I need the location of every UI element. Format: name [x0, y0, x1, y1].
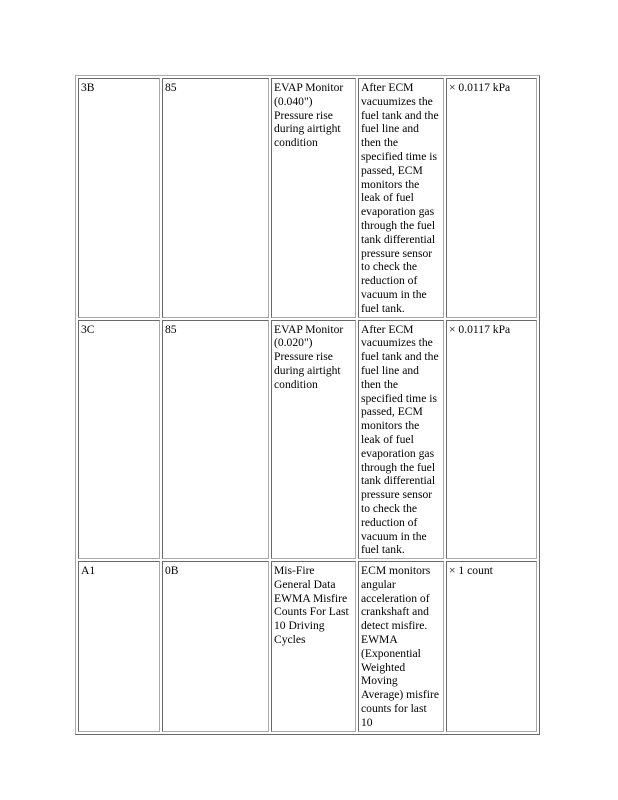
unit-cell: × 0.0117 kPa	[446, 78, 537, 318]
data-table	[75, 75, 540, 735]
table-row	[78, 320, 537, 560]
description-cell: EVAP Monitor (0.040") Pressure rise during airtight condition	[271, 78, 356, 318]
tid-cell: 3C	[78, 320, 160, 560]
cid-cell: 85	[162, 320, 269, 560]
unit-cell: × 0.0117 kPa	[446, 320, 537, 560]
cid-cell: 85	[162, 78, 269, 318]
explanation-cell: After ECM vacuumizes the fuel tank and the fuel line and then the specified time is passed, ECM monitors the leak of fuel evaporation gas through the fuel tank differential pressure sensor to check the reduction of vacuum in the fuel tank.	[358, 320, 444, 560]
table-row	[78, 78, 537, 318]
description-cell: EVAP Monitor (0.020") Pressure rise during airtight condition	[271, 320, 356, 560]
table-row	[78, 561, 537, 732]
description-cell: Mis-Fire General Data EWMA Misfire Counts For Last 10 Driving Cycles	[271, 561, 356, 732]
cid-cell: 0B	[162, 561, 269, 732]
explanation-cell: ECM monitors angular acceleration of crankshaft and detect misfire. EWMA (Exponential Weighted Moving Average) misfire counts for last 10	[358, 561, 444, 732]
tid-cell: 3B	[78, 78, 160, 318]
explanation-cell: After ECM vacuumizes the fuel tank and the fuel line and then the specified time is passed, ECM monitors the leak of fuel evaporation gas through the fuel tank differential pressure sensor to check the reduction of vacuum in the fuel tank.	[358, 78, 444, 318]
tid-cell: A1	[78, 561, 160, 732]
unit-cell: × 1 count	[446, 561, 537, 732]
